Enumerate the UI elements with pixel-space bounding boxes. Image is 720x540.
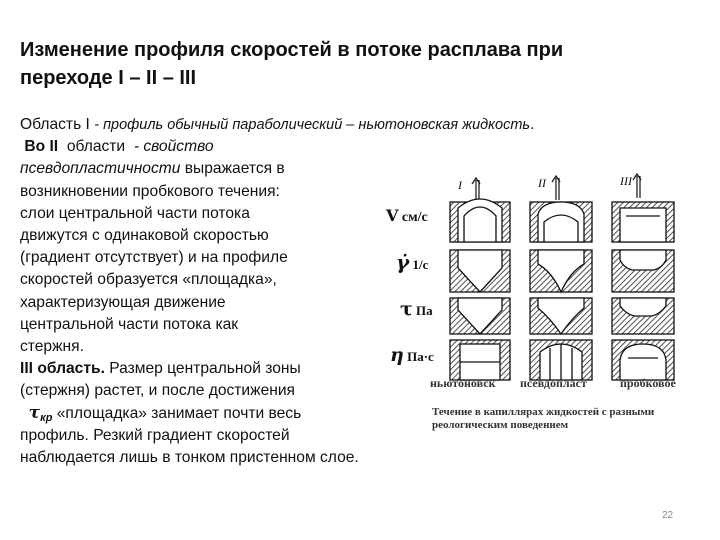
title-line-1: Изменение профиля скоростей в потоке расплава при [20,39,564,61]
region-iii-label: III область. [20,360,105,378]
body-fragment: центральной части потока как [20,315,239,333]
shear-profile [620,250,666,270]
flow-profiles-figure [380,168,720,448]
body-line [20,136,534,158]
region-ii-label: Во II [24,138,59,156]
viscosity-symbol: η [390,344,404,366]
column-i-profiles [450,199,510,380]
flow-arrow-icon [552,176,560,200]
viscosity-unit: Па·с [407,349,434,364]
body-fragment: возникновении пробкового течения: [20,182,280,200]
body-fragment: профиль. Резкий градиент скоростей [20,426,290,444]
tau-symbol: τ [28,403,41,424]
viscosity-profile [620,344,666,380]
label-pseudoplastic: псевдопласт [520,376,587,390]
velocity-symbol: V [386,206,399,225]
slide-title [20,36,620,92]
shear-rate-unit: 1/с [412,257,429,272]
body-fragment: наблюдается лишь в тонком пристенном слое. [20,448,359,466]
stress-unit: Па [416,303,433,318]
body-fragment: (стержня) растет, и после достижения [20,382,296,400]
column-iii-profiles [612,202,674,380]
property-text: - свойство [133,138,214,156]
column-header-i: I [458,178,462,192]
body-line [20,114,534,136]
stress-symbol: τ [400,298,413,320]
region-word: области [66,138,126,156]
flow-arrows [472,174,641,200]
title-line-2: переходе I – II – III [20,67,197,89]
body-fragment: скоростей образуется «площадка», [20,271,277,289]
body-fragment: стержня. [20,337,84,355]
stress-profile [620,298,666,316]
label-newtonian: ньютоновск [430,376,496,390]
column-header-ii: II [538,176,546,190]
label-plug: пробковое [620,376,676,390]
body-line [20,447,534,469]
column-header-iii: III [620,174,632,188]
caption-line-1: Течение в капиллярах жидкостей с разными [432,406,655,418]
body-fragment: движутся с одинаковой скоростью [20,226,269,244]
page-number: 22 [662,510,674,521]
body-fragment: (градиент отсутствует) и на профиле [20,249,288,267]
flow-arrow-icon [472,178,480,200]
tau-subscript: кр [40,412,53,425]
column-ii-profiles [530,202,592,380]
caption-line-2: реологическим поведением [432,419,569,431]
velocity-unit: см/с [401,210,428,225]
region-i-desc: - профиль обычный параболический – ньютоновская жидкость [94,117,531,133]
body-fragment: Размер центральной зоны [104,360,301,378]
period: . [530,116,535,133]
body-fragment: характеризующая движение [20,293,226,311]
figure-caption [432,406,654,432]
body-fragment: «площадка» занимает почти весь [52,405,302,423]
body-fragment: выражается в [180,160,285,178]
plug-profile [620,208,666,242]
shear-rate-symbol: γ̇ [396,250,410,274]
body-fragment: слои центральной части потока [20,204,250,222]
pseudoplastic-term: псевдопластичности [20,160,181,178]
flow-arrow-icon [633,174,641,198]
region-i-label: Область I [20,116,90,133]
